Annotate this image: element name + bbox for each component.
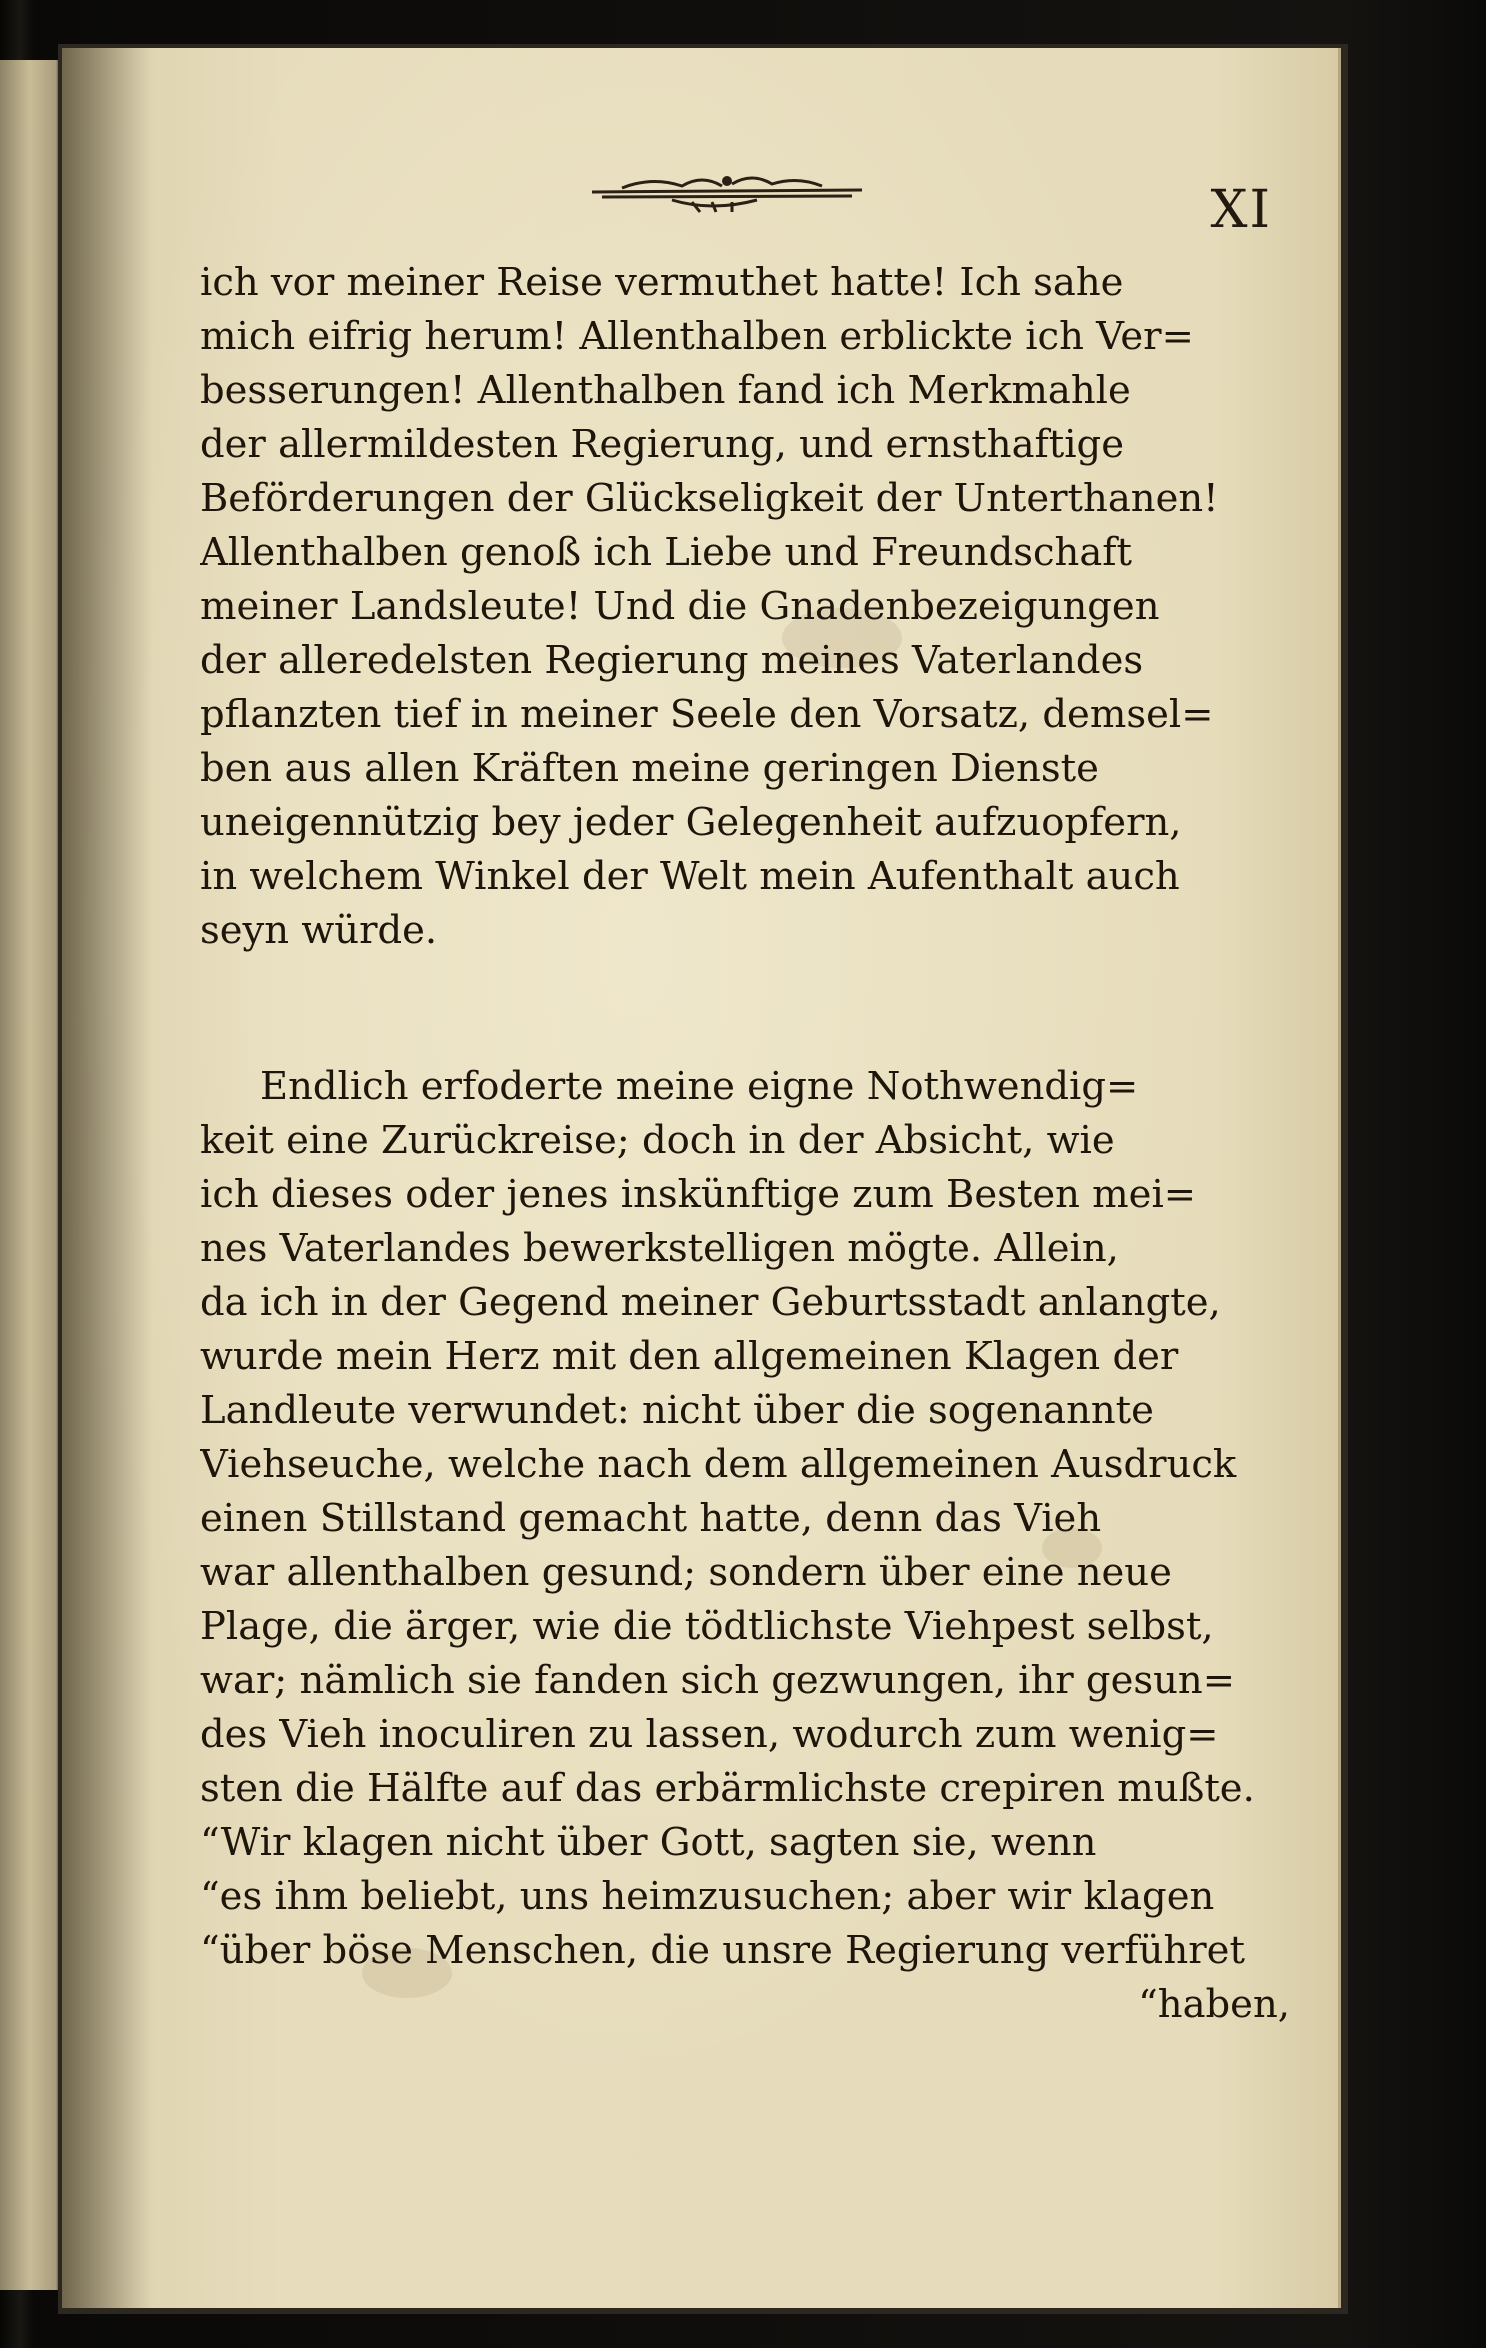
text-line: seyn würde. bbox=[200, 908, 438, 953]
text-line: pflanzten tief in meiner Seele den Vorsatz, demsel= bbox=[200, 692, 1214, 737]
text-line: meiner Landsleute! Und die Gnadenbezeigungen bbox=[200, 584, 1160, 629]
text-line: ich dieses oder jenes inskünftige zum Besten mei= bbox=[200, 1172, 1197, 1217]
text-line: “es ihm beliebt, uns heimzusuchen; aber wir klagen bbox=[200, 1874, 1215, 1919]
text-line: der alleredelsten Regierung meines Vaterlandes bbox=[200, 638, 1144, 683]
text-line: besserungen! Allenthalben fand ich Merkmahle bbox=[200, 368, 1131, 413]
text-line: Allenthalben genoß ich Liebe und Freundschaft bbox=[200, 530, 1133, 575]
text-line: uneigennützig bey jeder Gelegenheit aufzuopfern, bbox=[200, 800, 1182, 845]
gutter-shadow bbox=[62, 48, 152, 2308]
book-page bbox=[62, 48, 1341, 2308]
text-line: “über böse Menschen, die unsre Regierung verführet bbox=[200, 1928, 1245, 1973]
page-header bbox=[62, 48, 1338, 240]
text-line: war allenthalben gesund; sondern über eine neue bbox=[200, 1550, 1172, 1595]
page-number: XI bbox=[1210, 180, 1272, 240]
text-line: Viehseuche, welche nach dem allgemeinen Ausdruck bbox=[200, 1442, 1237, 1487]
text-line: da ich in der Gegend meiner Geburtsstadt anlangte, bbox=[200, 1280, 1221, 1325]
text-line: der allermildesten Regierung, und ernsthaftige bbox=[200, 422, 1124, 467]
text-line: Endlich erfoderte meine eigne Nothwendig= bbox=[260, 1064, 1139, 1109]
text-line: einen Stillstand gemacht hatte, denn das Vieh bbox=[200, 1496, 1102, 1541]
text-line: Plage, die ärger, wie die tödtlichste Viehpest selbst, bbox=[200, 1604, 1214, 1649]
text-line: des Vieh inoculiren zu lassen, wodurch zum wenig= bbox=[200, 1712, 1219, 1757]
text-line: Landleute verwundet: nicht über die sogenannte bbox=[200, 1388, 1154, 1433]
ornament-icon bbox=[582, 136, 872, 236]
text-line: keit eine Zurückreise; doch in der Absicht, wie bbox=[200, 1118, 1115, 1163]
text-line: in welchem Winkel der Welt mein Aufenthalt auch bbox=[200, 854, 1180, 899]
catchword: “haben, bbox=[1138, 1982, 1290, 2027]
text-line: ben aus allen Kräften meine geringen Dienste bbox=[200, 746, 1099, 791]
text-line: sten die Hälfte auf das erbärmlichste crepiren mußte. bbox=[200, 1766, 1255, 1811]
text-line: mich eifrig herum! Allenthalben erblickte ich Ver= bbox=[200, 314, 1194, 359]
text-line: “Wir klagen nicht über Gott, sagten sie, wenn bbox=[200, 1820, 1097, 1865]
text-line: ich vor meiner Reise vermuthet hatte! Ich sahe bbox=[200, 260, 1124, 305]
text-line: war; nämlich sie fanden sich gezwungen, ihr gesun= bbox=[200, 1658, 1235, 1703]
text-line: wurde mein Herz mit den allgemeinen Klagen der bbox=[200, 1334, 1179, 1379]
facing-page-edge bbox=[0, 60, 60, 2290]
text-line: Beförderungen der Glückseligkeit der Unterthanen! bbox=[200, 476, 1219, 521]
text-line: nes Vaterlandes bewerkstelligen mögte. Allein, bbox=[200, 1226, 1119, 1271]
